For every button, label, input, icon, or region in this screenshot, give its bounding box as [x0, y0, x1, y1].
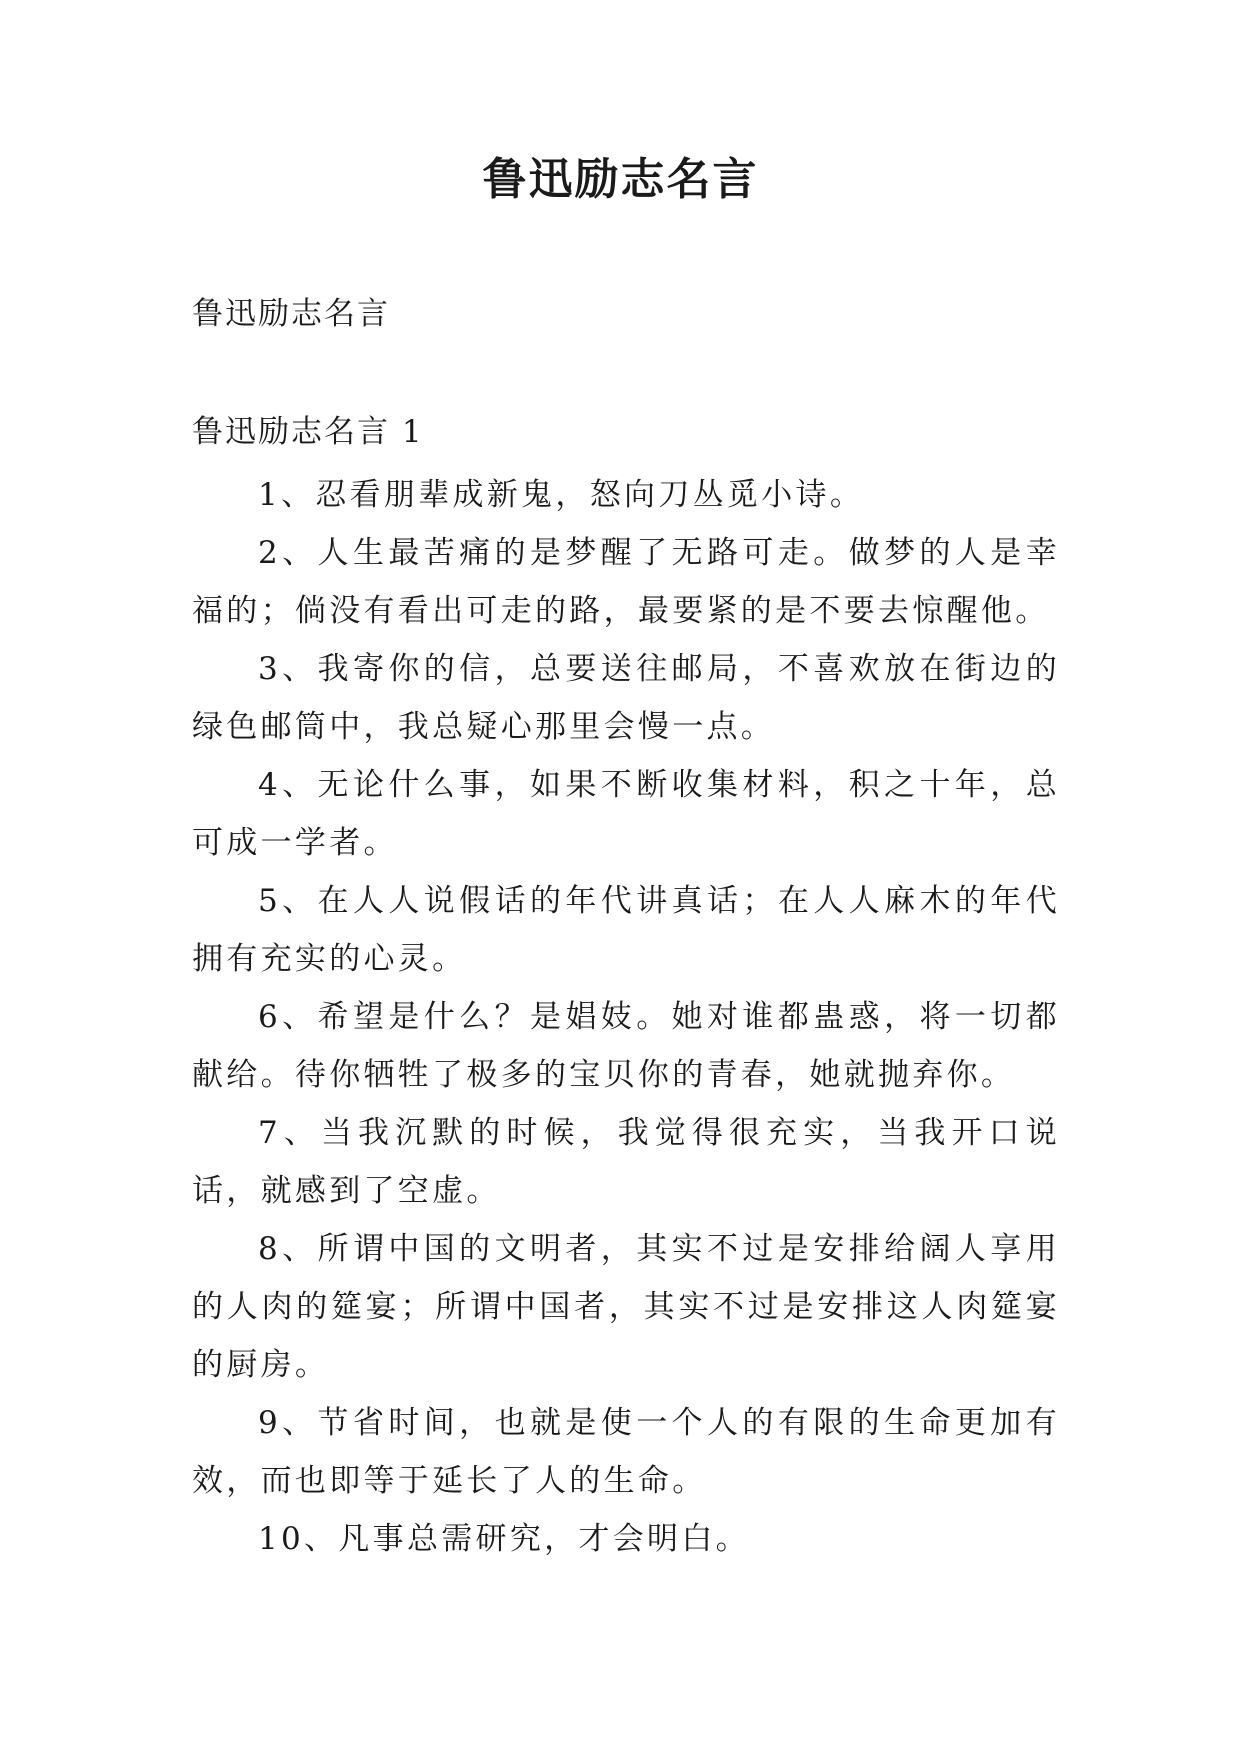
quote-item: 7、当我沉默的时候，我觉得很充实，当我开口说话，就感到了空虚。: [192, 1115, 1060, 1209]
quote-list: [192, 466, 1060, 1568]
quote-item: 2、人生最苦痛的是梦醒了无路可走。做梦的人是幸福的；倘没有看出可走的路，最要紧的是不要去惊醒他。: [192, 535, 1060, 629]
quote-item: 1、忍看朋辈成新鬼，怒向刀丛觅小诗。: [258, 477, 865, 513]
section-heading: 鲁迅励志名言 1: [192, 414, 424, 450]
document-subtitle: 鲁迅励志名言: [192, 296, 390, 332]
quote-item: 4、无论什么事，如果不断收集材料，积之十年，总可成一学者。: [192, 767, 1060, 861]
document-title: 鲁迅励志名言: [482, 154, 759, 205]
quote-item: 3、我寄你的信，总要送往邮局，不喜欢放在街边的绿色邮筒中，我总疑心那里会慢一点。: [192, 651, 1060, 745]
quote-item: 6、希望是什么？是娼妓。她对谁都蛊惑，将一切都献给。待你牺牲了极多的宝贝你的青春，她就抛弃你。: [192, 999, 1060, 1093]
quote-item: 9、节省时间，也就是使一个人的有限的生命更加有效，而也即等于延长了人的生命。: [192, 1405, 1060, 1499]
quote-item: 5、在人人说假话的年代讲真话；在人人麻木的年代拥有充实的心灵。: [192, 883, 1060, 977]
quote-item: 10、凡事总需研究，才会明白。: [258, 1521, 750, 1557]
quote-item: 8、所谓中国的文明者，其实不过是安排给阔人享用的人肉的筵宴；所谓中国者，其实不过是安排这人肉筵宴的厨房。: [192, 1231, 1060, 1383]
